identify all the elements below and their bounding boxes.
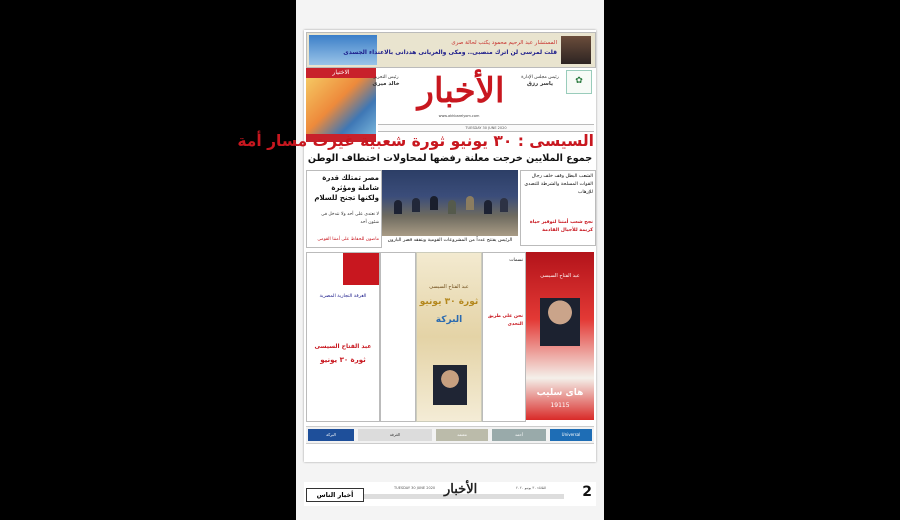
footer-ad-universal: Universal xyxy=(550,429,592,441)
ad-hi-sleep xyxy=(526,252,594,420)
right-column xyxy=(520,170,596,246)
right-column-text: الشعب البطل وقف خلف رجال القوات المسلحة والشرطة للتصدى للإرهاب xyxy=(524,174,593,195)
main-headline: السيسى : ٣٠ يونيو ثورة شعبية غيرت مسار أمة xyxy=(237,132,594,150)
ad-chamber-title: الغرفة التجارية المصرية xyxy=(319,294,367,299)
banner-text xyxy=(343,39,557,57)
sub-headline: جموع الملايين خرجت معلنة رفضها لمحاولات اختطاف الوطن xyxy=(307,153,593,164)
banner-photo xyxy=(561,36,591,64)
footer-ads xyxy=(306,426,594,444)
date-bar: TUESDAY 30 JUNE 2020 xyxy=(378,124,594,132)
footer-ad-2: أحمد xyxy=(492,429,546,441)
flag-image xyxy=(307,253,379,285)
ad-hi-sleep-portrait xyxy=(540,298,580,346)
right-column-red: نجح شعب أمتنا لتوفير حياة كريمة للأجيال القادمة xyxy=(529,220,593,233)
page-number: 2 xyxy=(582,484,592,500)
ad-chamber-big: ثورة ٣٠ يونيو xyxy=(320,356,366,364)
photo-caption: الرئيس يفتتح عدداً من المشروعات القومية ويتفقد قصر البارون xyxy=(387,238,513,243)
crest-icon: ✿ xyxy=(566,70,592,94)
mid-column xyxy=(380,252,416,422)
news-column-red: نحن على طريق التحدى xyxy=(487,314,523,327)
ad-baraka-top: عبد الفتاح السيسى xyxy=(429,284,469,290)
editor-title: رئيس التحرير xyxy=(373,75,399,80)
left-column-headline: مصر تمتلك قدرة شاملة ومؤثرة ولكنها تجنح للسلام xyxy=(314,174,379,202)
next-page-strip[interactable] xyxy=(304,482,596,506)
main-photo xyxy=(382,170,518,236)
chairman-name: ياسر رزق xyxy=(526,81,554,87)
footer-ad-5: البركة xyxy=(308,429,354,441)
editor-name: خالد ميرى xyxy=(372,81,400,87)
ad-hi-sleep-name: هاى سليب xyxy=(536,388,584,398)
strip-date: TUESDAY 30 JUNE 2020 xyxy=(394,486,436,490)
newspaper-page[interactable] xyxy=(237,30,596,462)
news-column-title: نسمات xyxy=(509,258,523,263)
chairman-block xyxy=(512,74,568,88)
ad-ikhtiar-label: الاختيار xyxy=(306,68,376,78)
news-column xyxy=(482,252,526,422)
strip-date-ar: الثلاثاء ٣٠ يونيو ٢٠٢٠ xyxy=(516,486,547,490)
section-label: أخبار الناس xyxy=(306,488,364,502)
masthead-logo: الأخبار xyxy=(417,71,505,111)
ad-hi-sleep-number: 19115 xyxy=(550,402,570,409)
ad-baraka xyxy=(416,252,482,422)
top-banner xyxy=(306,32,596,68)
footer-ad-4: الغرفة xyxy=(358,429,432,441)
chairman-title: رئيس مجلس الإدارة xyxy=(521,75,559,80)
left-column xyxy=(306,170,382,248)
website: www.akhbarelyom.com xyxy=(438,114,480,118)
ad-baraka-brand: البركة xyxy=(435,315,463,325)
ad-chamber xyxy=(306,252,380,422)
ad-chamber-red: عبد الفتاح السيسى xyxy=(314,343,372,350)
footer-ad-3: معتمد xyxy=(436,429,488,441)
ad-hi-sleep-top: عبد الفتاح السيسى xyxy=(540,273,580,279)
ad-baraka-portrait xyxy=(433,365,467,405)
banner-line2: قلت لمرسى لن اترك منصبى.. ومكى والغريانى هددانى بالاعتداء الجسدى xyxy=(343,49,557,56)
ad-baraka-big: ثورة ٣٠ يونيو xyxy=(419,297,479,307)
strip-logo: الأخبار xyxy=(444,482,478,497)
editor-block xyxy=(358,74,414,88)
left-column-red: ماضون للحفاظ على أمننا القومى xyxy=(317,237,379,242)
banner-line1: المستشار عبد الرحيم محمود يكتب لحالة صرى xyxy=(451,40,557,46)
left-column-text: لا نعتدى على أحد ولا نتدخل فى شئون أحد xyxy=(321,212,379,225)
